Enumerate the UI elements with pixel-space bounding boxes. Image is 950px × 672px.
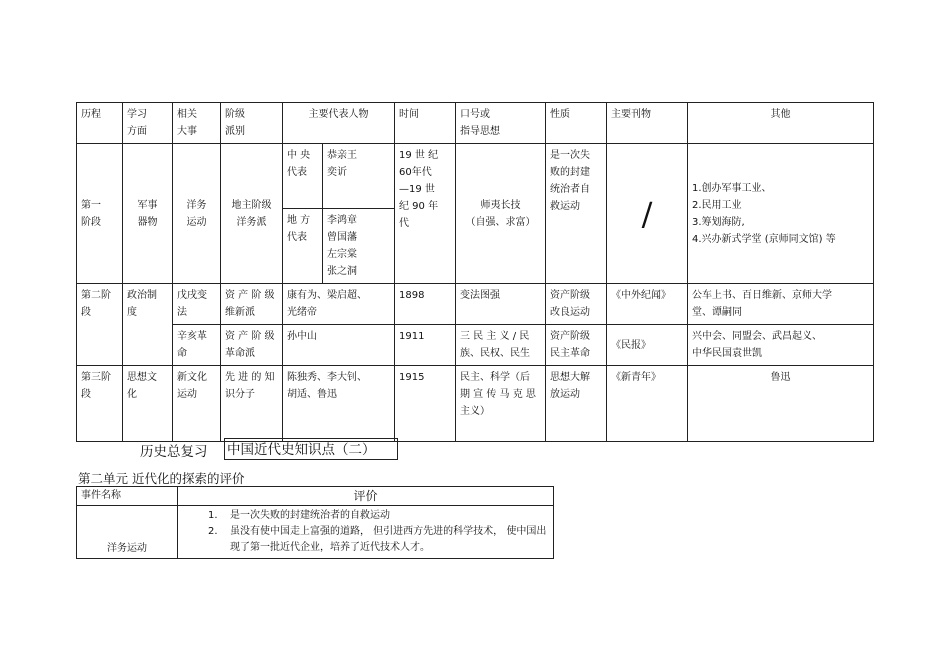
stage2-people-a: 康有为、梁启超、 光绪帝 — [283, 284, 395, 325]
stage2-row-b — [77, 325, 874, 366]
stage2-journal-a: 《中外纪闻》 — [607, 284, 688, 325]
stage1-event: 洋务 运动 — [173, 144, 221, 284]
header-time: 时间 — [395, 103, 456, 144]
stage3-row — [77, 366, 874, 442]
stage2-slogan-b: 三 民 主 义 / 民 族、民权、民生 — [456, 325, 546, 366]
stage1-stage: 第一 阶段 — [77, 144, 123, 284]
stage2-other-a: 公车上书、百日维新、京师大学 堂、谭嗣同 — [688, 284, 874, 325]
stage2-aspect: 政治制 度 — [123, 284, 173, 366]
header-row — [77, 103, 874, 144]
stage2-people-b: 孙中山 — [283, 325, 395, 366]
header-people: 主要代表人物 — [283, 103, 395, 144]
stage2-time-a: 1898 — [395, 284, 456, 325]
header-event: 相关 大事 — [173, 103, 221, 144]
section-subtitle-box: 中国近代史知识点（二） — [224, 438, 398, 460]
stage2-nature-b: 资产阶级 民主革命 — [546, 325, 607, 366]
stage1-local-people: 李鸿章 曾国藩 左宗棠 张之洞 — [323, 209, 395, 284]
eval-point — [208, 508, 549, 524]
eval-header-event: 事件名称 — [77, 487, 178, 506]
stage2-event-b: 辛亥革 命 — [173, 325, 221, 366]
header-slogan: 口号或 指导思想 — [456, 103, 546, 144]
header-journal: 主要刊物 — [607, 103, 688, 144]
stage1-nature: 是一次失 败的封建 统治者自 救运动 — [546, 144, 607, 284]
header-aspect: 学习 方面 — [123, 103, 173, 144]
stage2-class-b: 资 产 阶 级 革命派 — [221, 325, 283, 366]
eval-point-text: 虽没有使中国走上富强的道路， 但引进西方先进的科学技术， 使中国出现了第一批近代企业，培养了近代技术人才。 — [230, 526, 547, 553]
header-class: 阶级 派别 — [221, 103, 283, 144]
stage3-journal: 《新青年》 — [607, 366, 688, 442]
stage1-journal: / — [607, 144, 688, 284]
stage2-other-b: 兴中会、同盟会、武昌起义、 中华民国袁世凯 — [688, 325, 874, 366]
eval-event-name: 洋务运动 — [77, 506, 178, 559]
stage2-row-a — [77, 284, 874, 325]
stage2-nature-a: 资产阶级 改良运动 — [546, 284, 607, 325]
stage2-event-a: 戊戌变 法 — [173, 284, 221, 325]
unit-heading: 第二单元 近代化的探索的评价 — [78, 471, 245, 486]
stage3-stage: 第三阶 段 — [77, 366, 123, 442]
stage3-class: 先 进 的 知 识分子 — [221, 366, 283, 442]
stage2-journal-b: 《民报》 — [607, 325, 688, 366]
stage1-aspect: 军事 器物 — [123, 144, 173, 284]
history-summary-table — [76, 102, 874, 442]
stage1-central-people: 恭亲王 奕䜣 — [323, 144, 395, 209]
eval-point-text: 是一次失败的封建统治者的自救运动 — [230, 510, 390, 521]
stage3-aspect: 思想文 化 — [123, 366, 173, 442]
stage3-other: 鲁迅 — [688, 366, 874, 442]
stage3-nature: 思想大解 放运动 — [546, 366, 607, 442]
section-title: 历史总复习 — [140, 444, 208, 460]
stage2-slogan-a: 变法图强 — [456, 284, 546, 325]
stage2-stage: 第二阶 段 — [77, 284, 123, 366]
stage3-slogan: 民主、科学（后 期 宣 传 马 克 思 主义） — [456, 366, 546, 442]
stage2-time-b: 1911 — [395, 325, 456, 366]
stage1-time: 19 世 纪 60年代 —19 世 纪 90 年 代 — [395, 144, 456, 284]
stage1-local-label: 地 方 代表 — [283, 209, 323, 284]
eval-point — [208, 524, 549, 556]
stage1-other: 1.创办军事工业、 2.民用工业 3.筹划海防, 4.兴办新式学堂 (京师同文馆) 等 — [688, 144, 874, 284]
header-other: 其他 — [688, 103, 874, 144]
evaluation-table — [76, 486, 554, 559]
eval-points — [178, 506, 554, 559]
eval-point-number: 2. — [208, 526, 218, 537]
stage3-time: 1915 — [395, 366, 456, 442]
stage2-class-a: 资 产 阶 级 维新派 — [221, 284, 283, 325]
eval-header-row — [77, 487, 554, 506]
stage1-class: 地主阶级 洋务派 — [221, 144, 283, 284]
header-nature: 性质 — [546, 103, 607, 144]
stage3-people: 陈独秀、李大钊、 胡适、鲁迅 — [283, 366, 395, 442]
stage1-central-label: 中 央 代表 — [283, 144, 323, 209]
eval-header-evaluation: 评价 — [178, 487, 554, 506]
header-stage: 历程 — [77, 103, 123, 144]
eval-row — [77, 506, 554, 559]
stage1-row-a — [77, 144, 874, 209]
eval-point-number: 1. — [208, 510, 218, 521]
stage3-event: 新文化 运动 — [173, 366, 221, 442]
stage1-slogan: 师夷长技 （自强、求富） — [456, 144, 546, 284]
